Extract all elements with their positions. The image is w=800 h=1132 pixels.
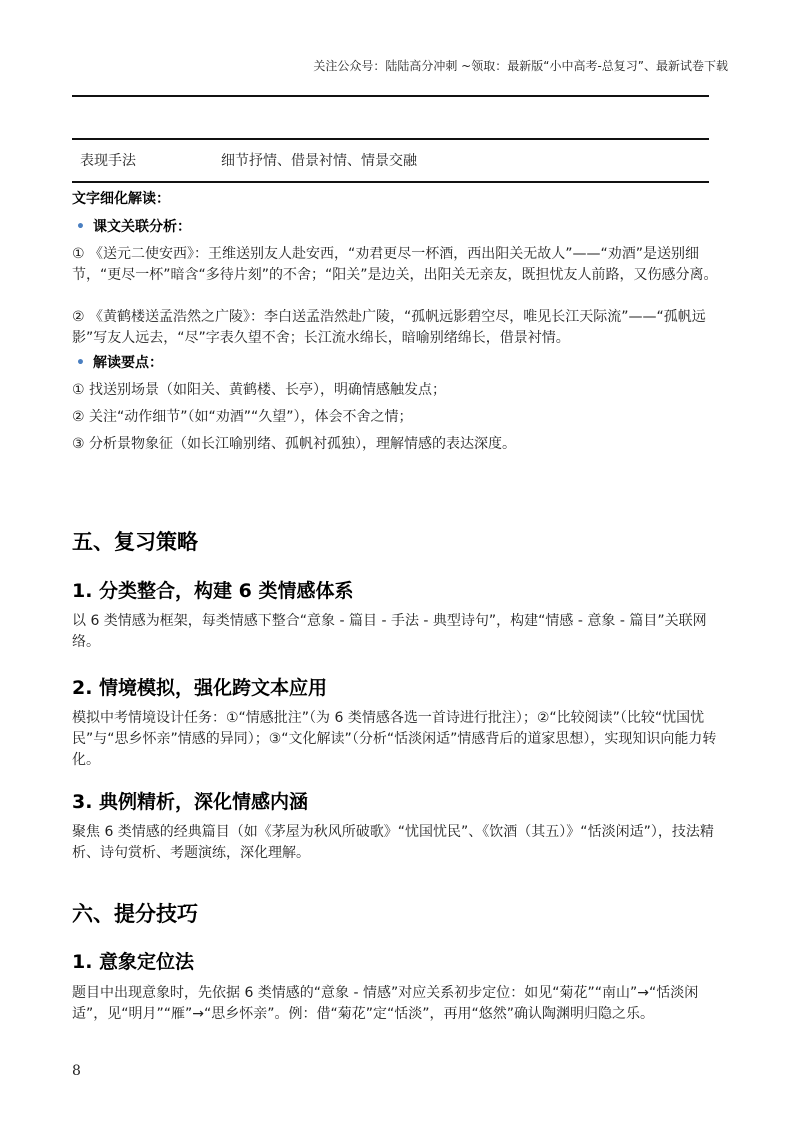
subsection-title: 1. 意象定位法 xyxy=(72,951,195,973)
section-title: 六、提分技巧 xyxy=(72,902,198,926)
subsection-text: 题目中出现意象时，先依据 6 类情感的“意象 - 情感”对应关系初步定位：如见“菊花”“南山”→“恬淡闲适”，见“明月”“雁”→“思乡怀亲”。例：借“菊花”定“恬淡”，再用“悠然”确认陶渊明归隐之乐。 xyxy=(72,985,699,1022)
analysis-paragraph: ① 《送元二使安西》：王维送别友人赴安西，“劝君更尽一杯酒，西出阳关无故人”——“劝酒”是送别细节，“更尽一杯”暗含“多待片刻”的不舍；“阳关”是边关，出阳关无亲友，既担忧友人前路，又伤感分离。 xyxy=(72,246,718,283)
section-title: 五、复习策略 xyxy=(72,530,198,554)
analysis-paragraph: ② 《黄鹤楼送孟浩然之广陵》：李白送孟浩然赴广陵，“孤帆远影碧空尽，唯见长江天际流”——“孤帆远影”写友人远去，“尽”字表久望不舍；长江流水绵长，暗喻别绪绵长，借景衬情。 xyxy=(72,309,706,346)
point-item: ① 找送别场景（如阳关、黄鹤楼、长亭），明确情感触发点； xyxy=(72,382,446,398)
subsection-text: 模拟中考情境设计任务：①“情感批注”（为 6 类情感各选一首诗进行批注）；②“比较阅读”（比较“忧国忧民”与“思乡怀亲”情感的异同）；③“文化解读”（分析“恬淡闲适”情感背后的道家思想），实现知识向能力转化。 xyxy=(72,710,717,768)
section-heading: 文字细化解读： xyxy=(72,191,170,207)
subsection-text: 聚焦 6 类情感的经典篇目（如《茅屋为秋风所破歌》“忧国忧民”、《饮酒（其五）》“恬淡闲适”），技法精析、诗句赏析、考题演练，深化理解。 xyxy=(72,824,714,861)
bullet-label: 解读要点： xyxy=(92,355,163,371)
point-item: ② 关注“动作细节”（如“劝酒”“久望”），体会不舍之情； xyxy=(72,409,413,425)
bullet-label: 课文关联分析： xyxy=(92,219,191,235)
subsection-text: 以 6 类情感为框架，每类情感下整合“意象 - 篇目 - 手法 - 典型诗句”，构建“情感 - 意象 - 篇目”关联网络。 xyxy=(72,613,707,650)
table-row xyxy=(80,150,417,170)
header-note: 关注公众号：陆陆高分冲刺 ~领取：最新版“小中高考-总复习”、最新试卷下载 xyxy=(313,59,728,73)
bullet-item xyxy=(72,217,722,238)
header-divider xyxy=(72,95,709,97)
point-item: ③ 分析景物象征（如长江喻别绪、孤帆衬孤独），理解情感的表达深度。 xyxy=(72,436,516,452)
subsection-title: 2. 情境模拟，强化跨文本应用 xyxy=(72,677,328,699)
bullet-icon: • xyxy=(76,355,85,371)
table-cell-value: 细节抒情、借景衬情、情景交融 xyxy=(221,153,417,169)
subsection-title: 1. 分类整合，构建 6 类情感体系 xyxy=(72,580,354,602)
subsection-title: 3. 典例精析，深化情感内涵 xyxy=(72,791,309,813)
table-cell-label: 表现手法 xyxy=(80,153,136,169)
bullet-item xyxy=(72,353,722,374)
table-bottom-rule xyxy=(72,181,709,183)
table-top-rule xyxy=(72,138,709,140)
page-number: 8 xyxy=(72,1063,81,1079)
bullet-icon: • xyxy=(76,219,85,235)
